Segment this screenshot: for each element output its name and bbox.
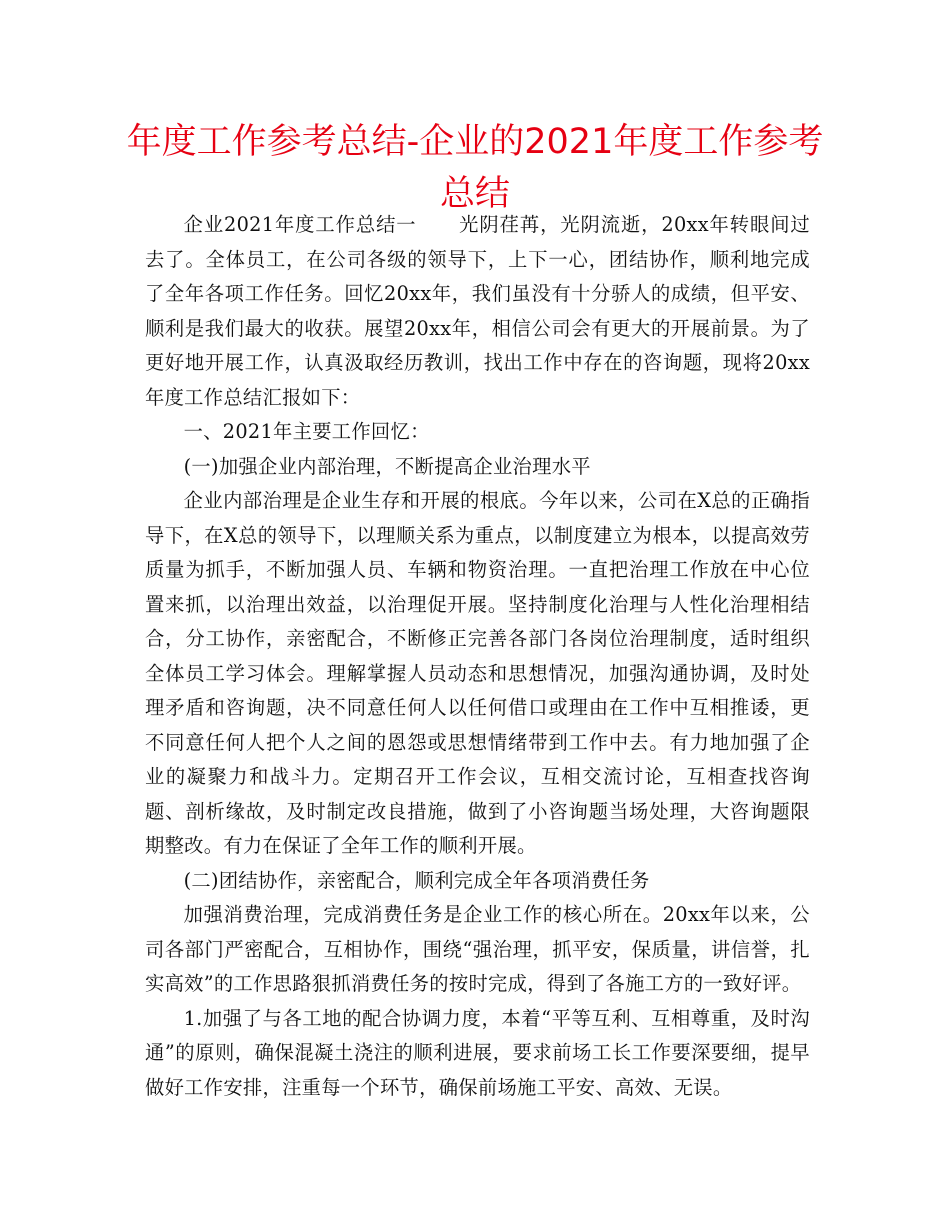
document-body [145, 208, 810, 1105]
intro-rest: 光阴荏苒，光阴流逝，20xx年转眼间过去了。全体员工，在公司各级的领导下，上下一心，团结协作，顺利地完成了全年各项工作任务。回忆20xx年，我们虽没有十分骄人的成绩，但平安、顺利是我们最大的收获。展望20xx年，相信公司会有更大的开展前景。为了更好地开展工作，认真汲取经历教训，找出工作中存在的咨询题，现将20xx年度工作总结汇报如下： [145, 213, 811, 409]
item1-paragraph: 1.加强了与各工地的配合协调力度，本着“平等互利、互相尊重，及时沟通”的原则，确保混凝土浇注的顺利进展，要求前场工长工作要深要细，提早做好工作安排，注重每一个环节，确保前场施工平安、高效、无误。 [145, 1006, 810, 1099]
sub1-heading: (一)加强企业内部治理，不断提高企业治理水平 [183, 454, 591, 478]
intro-lead: 企业2021年度工作总结一 [183, 213, 417, 236]
sub2-paragraph: 加强消费治理，完成消费任务是企业工作的核心所在。20xx年以来，公司各部门严密配合，互相协作，围绕“强治理，抓平安，保质量，讲信誉，扎实高效”的工作思路狠抓消费任务的按时完成，得到了各施工方的一致好评。 [145, 903, 810, 995]
intro-paragraph [145, 208, 810, 415]
sub2-heading: (二)团结协作，亲密配合，顺利完成全年各项消费任务 [183, 868, 650, 892]
section1-heading: 一、2021年主要工作回忆： [183, 420, 430, 443]
sub1-paragraph: 企业内部治理是企业生存和开展的根底。今年以来，公司在X总的正确指导下，在X总的领导下，以理顺关系为重点，以制度建立为根本，以提高效劳质量为抓手，不断加强人员、车辆和物资治理。一直把治理工作放在中心位置来抓，以治理出效益，以治理促开展。坚持制度化治理与人性化治理相结合，分工协作，亲密配合，不断修正完善各部门各岗位治理制度，适时组织全体员工学习体会。理解掌握人员动态和思想情况，加强沟通协调，及时处理矛盾和咨询题，决不同意任何人以任何借口或理由在工作中互相推诿，更不同意任何人把个人之间的恩怨或思想情绪带到工作中去。有力地加强了企业的凝聚力和战斗力。定期召开工作会议，互相交流讨论，互相查找咨询题、剖析缘故，及时制定改良措施，做到了小咨询题当场处理，大咨询题限期整改。有力在保证了全年工作的顺利开展。 [145, 489, 810, 857]
document-title: 年度工作参考总结-企业的2021年度工作参考总结 [126, 122, 824, 214]
